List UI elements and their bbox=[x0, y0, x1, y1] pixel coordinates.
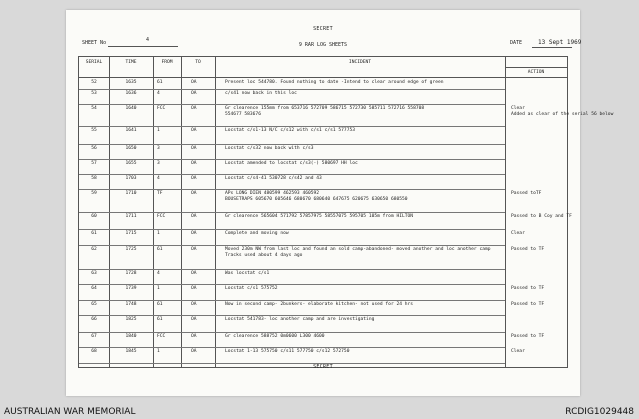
row-serial: 65 bbox=[91, 302, 97, 307]
row-to: OA bbox=[191, 334, 197, 339]
row-action-line: Passed to TF bbox=[511, 286, 545, 291]
row-to: OA bbox=[191, 128, 197, 133]
row-serial: 55 bbox=[91, 128, 97, 133]
row-serial: 52 bbox=[91, 80, 97, 85]
row-serial: 57 bbox=[91, 161, 97, 166]
row-time: 1725 bbox=[125, 247, 137, 252]
row-time: 1711 bbox=[125, 214, 137, 219]
col-header-action: ACTION bbox=[527, 70, 545, 75]
row-from: FCC bbox=[157, 214, 166, 219]
row-incident-line: Locstat c/s1-13 N/C c/s12 with c/s1 c/s1 577753 bbox=[225, 128, 355, 133]
row-incident-line: Moved 230m NW from last loc and found an sold camp-abandoned- moved another and loc another camp bbox=[225, 247, 491, 252]
row-serial: 63 bbox=[91, 271, 97, 276]
row-incident-line: Locstat 541783- loc another camp and are investigating bbox=[225, 317, 375, 322]
row-time: 1710 bbox=[125, 191, 137, 196]
row-time: 1655 bbox=[125, 161, 137, 166]
row-time: 1715 bbox=[125, 231, 137, 236]
row-incident-line: Complete and moving now bbox=[225, 231, 289, 236]
row-action-line: Clear bbox=[511, 106, 525, 111]
row-to: OA bbox=[191, 191, 197, 196]
row-incident-line: Was locstat c/s1 bbox=[225, 271, 270, 276]
row-to: OA bbox=[191, 161, 197, 166]
row-from: FCC bbox=[157, 334, 166, 339]
archive-footer bbox=[0, 404, 639, 419]
row-serial: 58 bbox=[91, 176, 97, 181]
col-header-serial: SERIAL bbox=[85, 60, 103, 65]
row-serial: 68 bbox=[91, 349, 97, 354]
row-time: 1703 bbox=[125, 176, 137, 181]
row-incident-line: Gr clearence 565604 571792 57857975 58557075 595705 105m from HILTON bbox=[225, 214, 414, 219]
row-action-line: Passed to TF bbox=[511, 302, 545, 307]
col-header-incident: INCIDENT bbox=[348, 60, 372, 65]
row-time: 1636 bbox=[125, 91, 137, 96]
row-incident-line: c/s41 now back in this loc bbox=[225, 91, 297, 96]
row-to: OA bbox=[191, 214, 197, 219]
row-action-line: Passed to TF bbox=[511, 334, 545, 339]
row-from: 1 bbox=[157, 231, 160, 236]
row-serial: 60 bbox=[91, 214, 97, 219]
row-time: 1635 bbox=[125, 80, 137, 85]
row-incident-line: APs LONG DIEN 480599 462593 460592 bbox=[225, 191, 320, 196]
row-from: 3 bbox=[157, 146, 160, 151]
row-action-line: Passed toTF bbox=[511, 191, 542, 196]
log-table bbox=[78, 56, 614, 368]
row-to: OA bbox=[191, 91, 197, 96]
row-from: FCC bbox=[157, 106, 166, 111]
row-incident-line: Locstat c/s32 now back with c/s3 bbox=[225, 146, 314, 151]
row-to: OA bbox=[191, 106, 197, 111]
row-action-line: Added as clear of the serial 56 below bbox=[511, 112, 614, 117]
row-to: OA bbox=[191, 247, 197, 252]
row-incident-line: Present loc 544780. Found nothing to date -Intend to clear around edge of green bbox=[225, 80, 444, 85]
row-incident-line: Now in second camp- 2bunkers- elaborate kitchen- not used for 24 hrs bbox=[225, 302, 414, 307]
col-header-from: FROM bbox=[161, 60, 173, 65]
row-serial: 61 bbox=[91, 231, 97, 236]
row-action-line: Clear bbox=[511, 349, 525, 354]
row-serial: 59 bbox=[91, 191, 97, 196]
classification-top: SECRET bbox=[313, 26, 333, 32]
row-from: 3 bbox=[157, 161, 160, 166]
row-serial: 53 bbox=[91, 91, 97, 96]
row-from: 1 bbox=[157, 349, 160, 354]
archive-name: AUSTRALIAN WAR MEMORIAL bbox=[4, 407, 136, 417]
row-from: 61 bbox=[157, 302, 163, 307]
row-to: OA bbox=[191, 176, 197, 181]
row-to: OA bbox=[191, 146, 197, 151]
sheet-title: 9 RAR LOG SHEETS bbox=[298, 42, 348, 48]
row-serial: 66 bbox=[91, 317, 97, 322]
row-action-line: Clear bbox=[511, 231, 525, 236]
sheet-number-value: 4 bbox=[146, 37, 150, 43]
row-incident-line: Gr clearence 155mm from 653716 572709 586715 572730 585711 572716 558708 bbox=[225, 106, 425, 111]
sheet-number-label: SHEET No bbox=[82, 40, 107, 46]
row-serial: 54 bbox=[91, 106, 97, 111]
row-action-line: Passed to B Coy and TF bbox=[511, 214, 572, 219]
row-time: 1825 bbox=[125, 317, 137, 322]
row-incident-line: Locstat c/s4-41 530728 c/s42 and 43 bbox=[225, 176, 322, 181]
row-from: 61 bbox=[157, 247, 163, 252]
row-serial: 64 bbox=[91, 286, 97, 291]
row-to: OA bbox=[191, 349, 197, 354]
row-to: OA bbox=[191, 271, 197, 276]
date-field bbox=[510, 39, 582, 46]
row-from: 4 bbox=[157, 91, 160, 96]
row-from: 4 bbox=[157, 176, 160, 181]
row-time: 1840 bbox=[125, 334, 137, 339]
date-label: DATE bbox=[510, 40, 523, 46]
col-header-to: TO bbox=[195, 60, 201, 65]
row-from: 61 bbox=[157, 317, 163, 322]
row-to: OA bbox=[191, 317, 197, 322]
archive-reference: RCDIG1029448 bbox=[565, 407, 634, 417]
row-incident-line: Locstat 1-13 575750 c/s11 577750 c/s12 572750 bbox=[225, 349, 350, 354]
row-incident-line: Locstat amended to locstat c/s3(-) 580697 HH loc bbox=[225, 161, 358, 166]
row-to: OA bbox=[191, 286, 197, 291]
row-incident-line: Locstat c/s1 575752 bbox=[225, 286, 278, 291]
row-time: 1641 bbox=[125, 128, 137, 133]
row-from: TF bbox=[157, 191, 163, 196]
row-to: OA bbox=[191, 302, 197, 307]
row-serial: 67 bbox=[91, 334, 97, 339]
row-from: 61 bbox=[157, 80, 163, 85]
date-value: 13 Sept 1969 bbox=[538, 39, 582, 46]
log-sheet bbox=[66, 10, 614, 396]
row-action-line: Passed to TF bbox=[511, 247, 545, 252]
row-time: 1845 bbox=[125, 349, 137, 354]
row-from: 1 bbox=[157, 286, 160, 291]
row-to: OA bbox=[191, 80, 197, 85]
row-from: 1 bbox=[157, 128, 160, 133]
row-incident-line: Gr clearence 588752 0m0600 L300 4600 bbox=[225, 334, 325, 339]
row-to: OA bbox=[191, 231, 197, 236]
classification-bottom: SECRET bbox=[313, 364, 333, 370]
row-incident-line: Tracks used about 4 days ago bbox=[225, 253, 303, 258]
row-from: 4 bbox=[157, 271, 160, 276]
row-time: 1640 bbox=[125, 106, 137, 111]
row-time: 1748 bbox=[125, 302, 137, 307]
col-header-time: TIME bbox=[125, 60, 137, 65]
row-incident-line: 554677 583676 bbox=[225, 112, 261, 117]
row-serial: 56 bbox=[91, 146, 97, 151]
row-time: 1739 bbox=[125, 286, 137, 291]
row-time: 1650 bbox=[125, 146, 137, 151]
row-serial: 62 bbox=[91, 247, 97, 252]
row-time: 1728 bbox=[125, 271, 137, 276]
row-incident-line: BOUSETRAPS 605670 605646 680670 680640 647675 620675 630650 680550 bbox=[225, 197, 408, 202]
